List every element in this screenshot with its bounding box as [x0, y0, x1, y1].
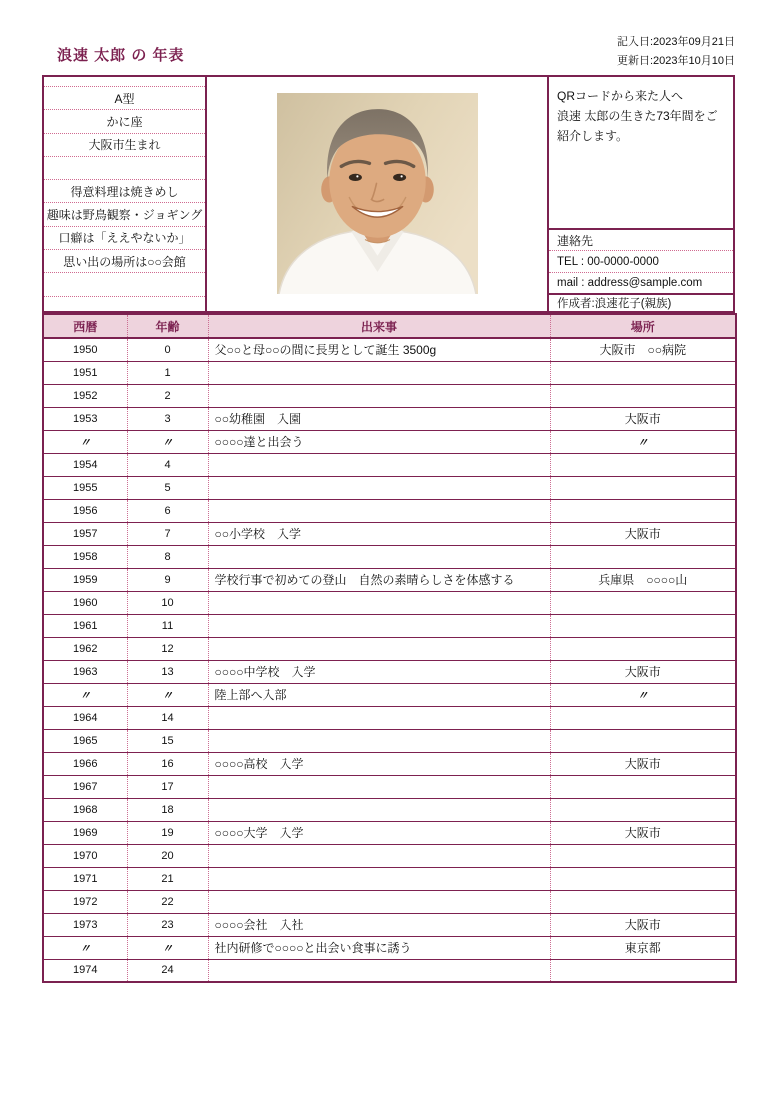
cell-year: 1953 [43, 407, 127, 430]
cell-place [550, 706, 736, 729]
cell-event: ○○○○大学 入学 [208, 821, 550, 844]
cell-year: 1955 [43, 476, 127, 499]
timeline-table [42, 313, 737, 983]
cell-age: 4 [127, 453, 208, 476]
cell-age [127, 683, 208, 706]
cell-age: 21 [127, 867, 208, 890]
cell-year [43, 430, 127, 453]
cell-place [550, 430, 736, 453]
table-row [43, 729, 736, 752]
cell-event [208, 798, 550, 821]
trait-row-zodiac: かに座 [44, 110, 205, 133]
table-row [43, 660, 736, 683]
document-dates [617, 33, 735, 71]
cell-age: 17 [127, 775, 208, 798]
cell-year: 1954 [43, 453, 127, 476]
header-age: 年齢 [127, 314, 208, 338]
trait-row-memorable-place: 思い出の場所は○○会館 [44, 250, 205, 273]
cell-year: 1950 [43, 338, 127, 361]
cell-event [208, 844, 550, 867]
header-year: 西暦 [43, 314, 127, 338]
cell-place [550, 844, 736, 867]
cell-place [550, 775, 736, 798]
cell-place [550, 890, 736, 913]
profile-photo-cell [207, 77, 549, 311]
cell-event: 父○○と母○○の間に長男として誕生 3500g [208, 338, 550, 361]
cell-place: 大阪市 [550, 821, 736, 844]
table-row [43, 959, 736, 982]
table-header-row [43, 314, 736, 338]
trait-row-hobby: 趣味は野鳥観察・ジョギング [44, 203, 205, 226]
ditto-mark: 〃 [162, 436, 173, 449]
cell-year: 1973 [43, 913, 127, 936]
ditto-mark: 〃 [79, 942, 91, 955]
cell-event [208, 545, 550, 568]
trait-row [44, 77, 205, 87]
cell-event: ○○幼稚園 入園 [208, 407, 550, 430]
cell-event [208, 453, 550, 476]
cell-year: 1960 [43, 591, 127, 614]
document-author: 作成者:浪速花子(親族) [549, 293, 733, 311]
profile-box [42, 75, 735, 313]
header-event: 出来事 [208, 314, 550, 338]
trait-row [44, 157, 205, 180]
cell-event: 社内研修で○○○○と出会い食事に誘う [208, 936, 550, 959]
cell-event: ○○○○会社 入社 [208, 913, 550, 936]
trait-row-specialty-dish: 得意料理は焼きめし [44, 180, 205, 203]
cell-year: 1959 [43, 568, 127, 591]
table-row [43, 522, 736, 545]
cell-age: 23 [127, 913, 208, 936]
cell-event: ○○○○高校 入学 [208, 752, 550, 775]
table-row [43, 453, 736, 476]
cell-year: 1971 [43, 867, 127, 890]
trait-row [44, 297, 205, 311]
cell-age: 15 [127, 729, 208, 752]
trait-row [44, 273, 205, 296]
cell-age: 14 [127, 706, 208, 729]
cell-place [550, 959, 736, 982]
cell-event [208, 775, 550, 798]
table-row [43, 430, 736, 453]
table-row [43, 614, 736, 637]
cell-place [550, 591, 736, 614]
table-row [43, 936, 736, 959]
cell-event [208, 637, 550, 660]
cell-year: 1972 [43, 890, 127, 913]
cell-year: 1964 [43, 706, 127, 729]
cell-place: 大阪市 ○○病院 [550, 338, 736, 361]
ditto-mark: 〃 [79, 436, 91, 449]
table-row [43, 568, 736, 591]
profile-traits-column [44, 77, 207, 311]
cell-age: 10 [127, 591, 208, 614]
cell-place [550, 361, 736, 384]
cell-year: 1968 [43, 798, 127, 821]
cell-age: 8 [127, 545, 208, 568]
cell-place [550, 476, 736, 499]
cell-age: 6 [127, 499, 208, 522]
trait-row-birthplace: 大阪市生まれ [44, 134, 205, 157]
cell-age: 12 [127, 637, 208, 660]
updated-date: 更新日:2023年10月10日 [617, 55, 735, 67]
cell-age: 18 [127, 798, 208, 821]
profile-photo [277, 93, 478, 294]
cell-place: 大阪市 [550, 407, 736, 430]
cell-age: 5 [127, 476, 208, 499]
cell-year: 1952 [43, 384, 127, 407]
table-row [43, 384, 736, 407]
table-row [43, 683, 736, 706]
cell-place [550, 614, 736, 637]
table-row [43, 798, 736, 821]
profile-contact-column [549, 77, 733, 311]
cell-place [550, 867, 736, 890]
cell-age: 22 [127, 890, 208, 913]
trait-row-blood-type: A型 [44, 87, 205, 110]
cell-place: 大阪市 [550, 522, 736, 545]
cell-year: 1961 [43, 614, 127, 637]
qr-message-line2: 浪速 太郎の生きた73年間をご紹介します。 [557, 108, 718, 143]
qr-message-line1: QRコードから来た人へ [557, 89, 684, 103]
cell-age: 1 [127, 361, 208, 384]
cell-event [208, 729, 550, 752]
table-row [43, 361, 736, 384]
cell-event: ○○小学校 入学 [208, 522, 550, 545]
table-row [43, 545, 736, 568]
cell-event [208, 890, 550, 913]
page-title: 浪速 太郎 の 年表 [57, 47, 185, 64]
ditto-mark: 〃 [162, 942, 173, 955]
cell-place [550, 729, 736, 752]
cell-event: ○○○○中学校 入学 [208, 660, 550, 683]
cell-age: 11 [127, 614, 208, 637]
cell-event [208, 361, 550, 384]
ditto-mark: 〃 [637, 436, 649, 449]
cell-age: 3 [127, 407, 208, 430]
table-row [43, 706, 736, 729]
table-row [43, 867, 736, 890]
cell-age: 0 [127, 338, 208, 361]
cell-place [550, 453, 736, 476]
cell-place [550, 637, 736, 660]
table-row [43, 637, 736, 660]
cell-event [208, 614, 550, 637]
table-row [43, 407, 736, 430]
cell-age: 19 [127, 821, 208, 844]
timeline-table-body [43, 338, 736, 982]
table-row [43, 890, 736, 913]
cell-year: 1966 [43, 752, 127, 775]
cell-year: 1958 [43, 545, 127, 568]
ditto-mark: 〃 [79, 689, 91, 702]
cell-event [208, 591, 550, 614]
cell-year: 1965 [43, 729, 127, 752]
ditto-mark: 〃 [162, 689, 173, 702]
cell-event [208, 959, 550, 982]
cell-place: 兵庫県 ○○○○山 [550, 568, 736, 591]
cell-event [208, 499, 550, 522]
table-row [43, 476, 736, 499]
table-row [43, 821, 736, 844]
table-row [43, 844, 736, 867]
cell-event: 学校行事で初めての登山 自然の素晴らしさを体感する [208, 568, 550, 591]
cell-year: 1969 [43, 821, 127, 844]
cell-age: 20 [127, 844, 208, 867]
cell-year [43, 683, 127, 706]
cell-year: 1967 [43, 775, 127, 798]
cell-place [550, 683, 736, 706]
cell-place: 大阪市 [550, 660, 736, 683]
cell-age [127, 430, 208, 453]
cell-event: 陸上部へ入部 [208, 683, 550, 706]
cell-age: 24 [127, 959, 208, 982]
contact-heading: 連絡先 [549, 228, 733, 250]
cell-year [43, 936, 127, 959]
cell-year: 1974 [43, 959, 127, 982]
cell-age [127, 936, 208, 959]
trait-row-catchphrase: 口癖は「ええやないか」 [44, 227, 205, 250]
table-row [43, 913, 736, 936]
cell-age: 16 [127, 752, 208, 775]
cell-place: 大阪市 [550, 913, 736, 936]
cell-event [208, 476, 550, 499]
cell-age: 7 [127, 522, 208, 545]
table-row [43, 752, 736, 775]
cell-year: 1951 [43, 361, 127, 384]
cell-year: 1963 [43, 660, 127, 683]
portrait-illustration [277, 93, 478, 294]
cell-year: 1956 [43, 499, 127, 522]
cell-event: ○○○○達と出会う [208, 430, 550, 453]
cell-year: 1970 [43, 844, 127, 867]
table-row [43, 338, 736, 361]
cell-age: 13 [127, 660, 208, 683]
table-row [43, 775, 736, 798]
cell-place [550, 798, 736, 821]
cell-place [550, 499, 736, 522]
table-row [43, 499, 736, 522]
cell-place [550, 384, 736, 407]
cell-place: 東京都 [550, 936, 736, 959]
cell-year: 1957 [43, 522, 127, 545]
table-row [43, 591, 736, 614]
cell-age: 2 [127, 384, 208, 407]
cell-year: 1962 [43, 637, 127, 660]
cell-event [208, 706, 550, 729]
qr-message [549, 77, 733, 228]
cell-place [550, 545, 736, 568]
cell-event [208, 867, 550, 890]
contact-tel: TEL : 00-0000-0000 [549, 250, 733, 272]
cell-place: 大阪市 [550, 752, 736, 775]
header-place: 場所 [550, 314, 736, 338]
recorded-date: 記入日:2023年09月21日 [617, 36, 735, 48]
cell-age: 9 [127, 568, 208, 591]
cell-event [208, 384, 550, 407]
ditto-mark: 〃 [637, 689, 649, 702]
contact-mail: mail : address@sample.com [549, 272, 733, 293]
